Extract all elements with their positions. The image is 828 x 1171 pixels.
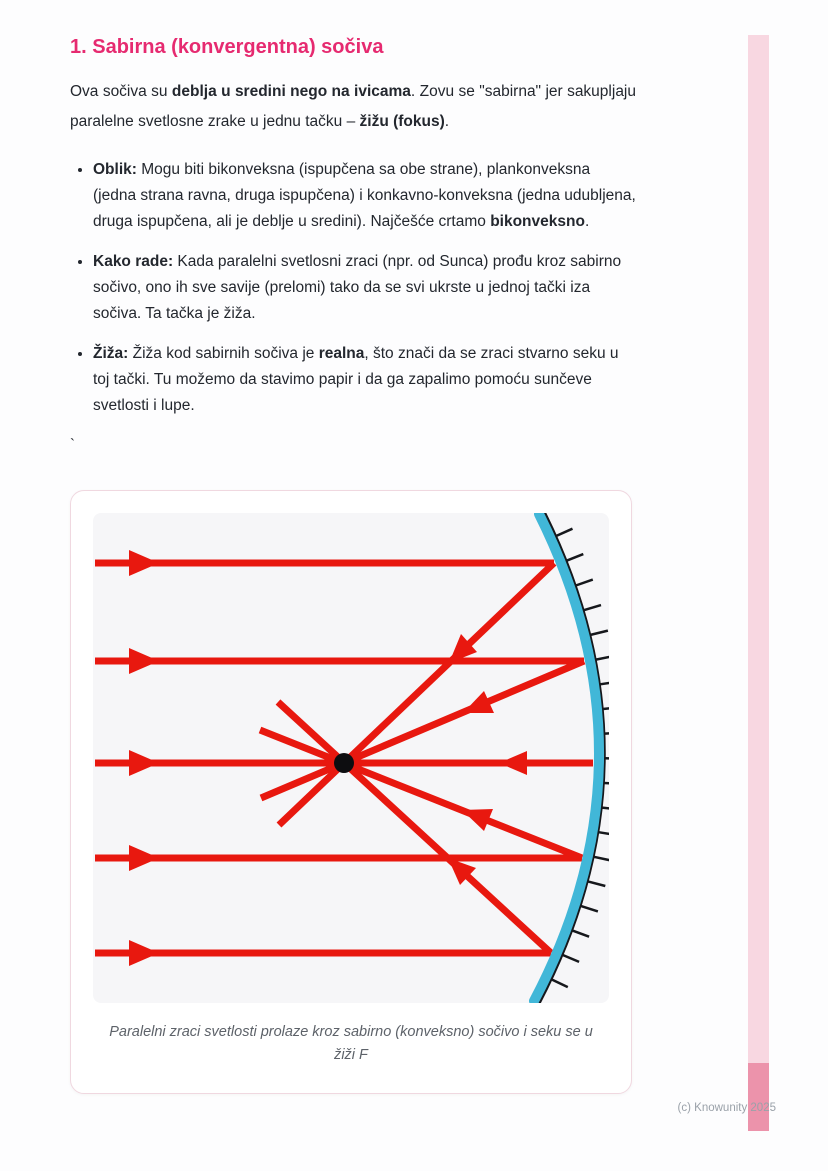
arrowhead [129, 940, 159, 966]
stray-backtick: ` [70, 435, 75, 453]
copyright-note: (c) Knowunity 2025 [677, 1102, 776, 1114]
lens-diagram [93, 513, 609, 1003]
document-content [70, 36, 636, 1094]
arrowhead [129, 550, 159, 576]
arrowhead [499, 751, 527, 775]
intro-paragraph: Ova sočiva su deblja u sredini nego na ivicama. Zovu se "sabirna" jer sakupljaju paralelne svetlosne zrake u jednu tačku – žižu (fokus). [70, 83, 636, 130]
figure-caption: Paralelni zraci svetlosti prolaze kroz sabirno (konveksno) sočivo i seku se u žiži F [109, 1023, 593, 1063]
scrollbar-track[interactable] [748, 35, 769, 1131]
arrowhead [129, 750, 159, 776]
arrowhead [129, 845, 159, 871]
figure-card [70, 490, 632, 1094]
scrollbar-thumb[interactable] [748, 1063, 769, 1131]
mirror-arc [534, 514, 599, 1001]
page-title: 1. Sabirna (konvergentna) sočiva [70, 36, 384, 58]
list-item-ziza: • Žiža: Žiža kod sabirnih sočiva je realna, što znači da se zraci stvarno seku u toj tački. Tu možemo da stavimo papir i da ga zapalimo pomoću sunčeve svetlosti i lupe. [93, 341, 636, 420]
arrowhead [129, 648, 159, 674]
reflected-rays [260, 563, 584, 953]
list-item-kako-rade: • Kako rade: Kada paralelni svetlosni zraci (npr. od Sunca) prođu kroz sabirno sočivo, ono ih sve savije (prelomi) tako da se svi ukrste u jednoj tački iza sočiva. Ta tačka je žiža. [93, 249, 636, 328]
list-item-oblik: • Oblik: Mogu biti bikonveksna (ispupčena sa obe strane), plankonveksna (jedna strana ravna, druga ispupčena) i konkavno-konveksna (jedna udubljena, druga ispupčena, ali je deblje u sredini). Najčešće crtamo bikonveksno. [93, 157, 636, 236]
bullet-list [70, 157, 636, 420]
focal-point-dot [334, 753, 354, 773]
arrowhead [462, 809, 493, 831]
